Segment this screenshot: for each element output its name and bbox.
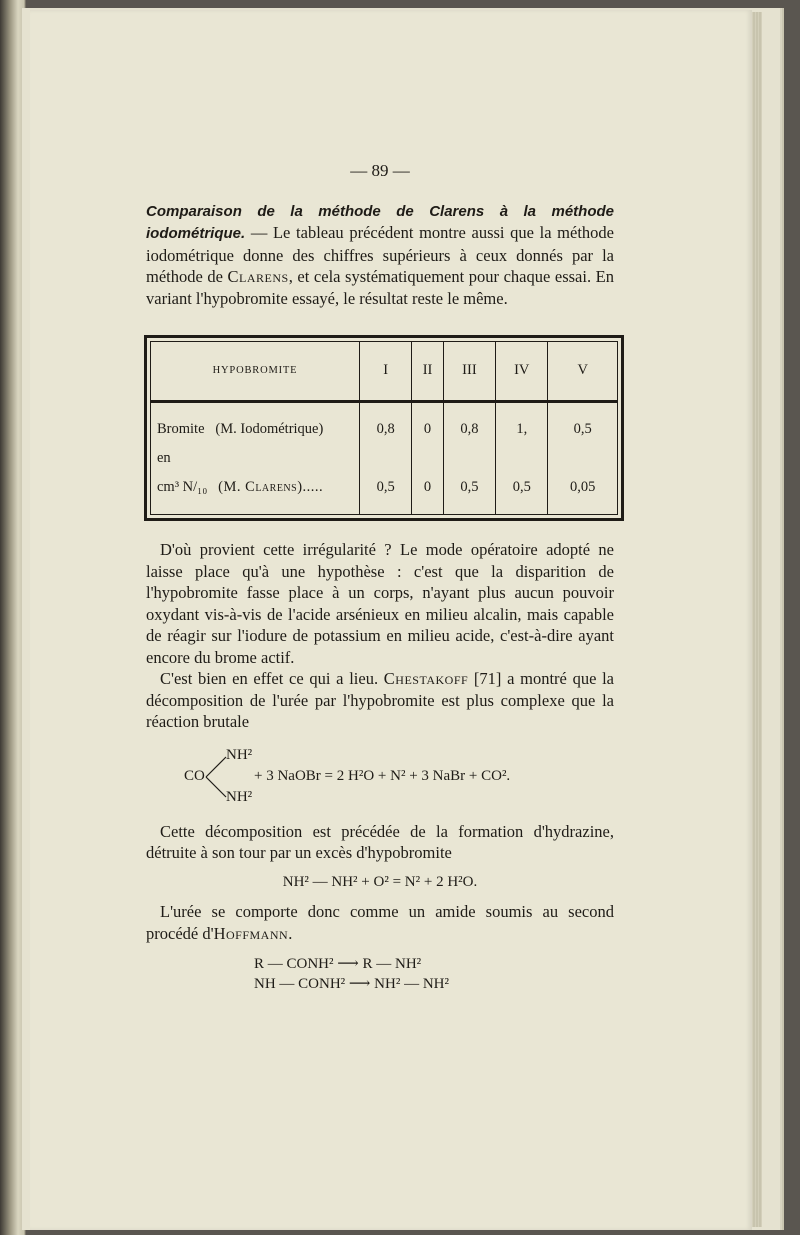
paragraph-chestakoff (146, 668, 614, 733)
header-col-2: II (412, 342, 443, 402)
page-number: — 89 — (350, 161, 410, 180)
table-cell: 0,5 (360, 473, 412, 502)
paragraph-text: [71] a montré que la décomposition de l'urée par l'hypobromite est plus complexe que la réaction brutale (146, 669, 615, 731)
header-col-3: III (443, 342, 495, 402)
row-label (151, 415, 360, 444)
header-col-1: I (360, 342, 412, 402)
header-hypobromite: HYPOBROMITE (151, 342, 360, 402)
paragraph-hoffmann (146, 901, 614, 944)
method-label: (M. Clarens)..... (218, 478, 324, 495)
row-group-label: cm³ N/₁₀ (157, 478, 208, 495)
author-name: Hoffmann (213, 923, 289, 943)
table-cell: 0,05 (548, 473, 617, 502)
author-name: Chestakoff (383, 669, 469, 688)
table-cell: 0,5 (496, 473, 548, 502)
header-col-5: V (548, 342, 617, 402)
paragraph-comparison (146, 200, 614, 310)
equation-co: CO (184, 767, 205, 784)
equation-line: R — CONH² ⟶ R — NH² (254, 956, 422, 972)
urea-equation (146, 745, 614, 809)
row-group-label: Bromite (157, 420, 205, 437)
table-row (151, 415, 617, 444)
paragraph-text: L'urée se comporte donc comme un amide soumis au second procédé d' (146, 902, 614, 943)
row-label (151, 444, 360, 473)
paragraph-hydrazine: Cette décomposition est précédée de la formation d'hydrazine, détruite à son tour par un excès d'hypobromite (146, 821, 614, 862)
row-group-label: en (157, 449, 171, 466)
table-cell: 0,8 (443, 415, 495, 444)
bond-lines (204, 751, 228, 803)
equation-nh2-top: NH² (226, 746, 253, 763)
equation-line: NH — CONH² ⟶ NH² — NH² (254, 976, 449, 992)
table-cell: 1, (496, 415, 548, 444)
paragraph-text: . (288, 923, 293, 943)
page-content (146, 160, 614, 994)
method-label: (M. Iodométrique) (215, 420, 324, 437)
hydrazine-equation: NH² — NH² + O² = N² + 2 H²O. (282, 873, 478, 890)
table-row (151, 444, 617, 473)
table-cell: 0,8 (360, 415, 412, 444)
row-label (151, 473, 360, 502)
hoffmann-equations (254, 954, 614, 994)
page-block-edge (752, 12, 762, 1227)
table-cell: 0,5 (443, 473, 495, 502)
author-name: Clarens (227, 267, 289, 286)
table-cell: 0 (412, 473, 443, 502)
paragraph-text: , et cela systématiquement pour chaque essai. En variant l'hypobromite essayé, le résultat reste le même. (146, 267, 614, 308)
section-heading: Comparaison de la méthode de Clarens à la méthode iodométrique. (146, 202, 614, 242)
header-col-4: IV (496, 342, 548, 402)
table-row (151, 473, 617, 502)
comparison-table (144, 335, 624, 521)
paragraph-text: C'est bien en effet ce qui a lieu. (160, 669, 384, 688)
paragraph-text: — Le tableau précédent montre aussi que la méthode iodométrique donne des chiffres supérieurs à ceux donnés par la méthode de (146, 223, 614, 286)
equation-right-side: + 3 NaOBr = 2 H²O + N² + 3 NaBr + CO². (254, 767, 511, 784)
equation-nh2-bottom: NH² (226, 788, 253, 805)
paragraph-irregularity: D'où provient cette irrégularité ? Le mode opératoire adopté ne laisse place qu'à une hypothèse : c'est que la disparition de l'hypobromite fasse place à un corps, n'ayant plus aucun pouvoir oxydant vis-à-vis de l'acide arsénieux en milieu alcalin, mais capable de réagir sur l'iodure de potassium en milieu acide, c'est-à-dire ayant encore du brome actif. (146, 540, 614, 667)
table-cell: 0,5 (548, 415, 617, 444)
table-cell: 0 (412, 415, 443, 444)
